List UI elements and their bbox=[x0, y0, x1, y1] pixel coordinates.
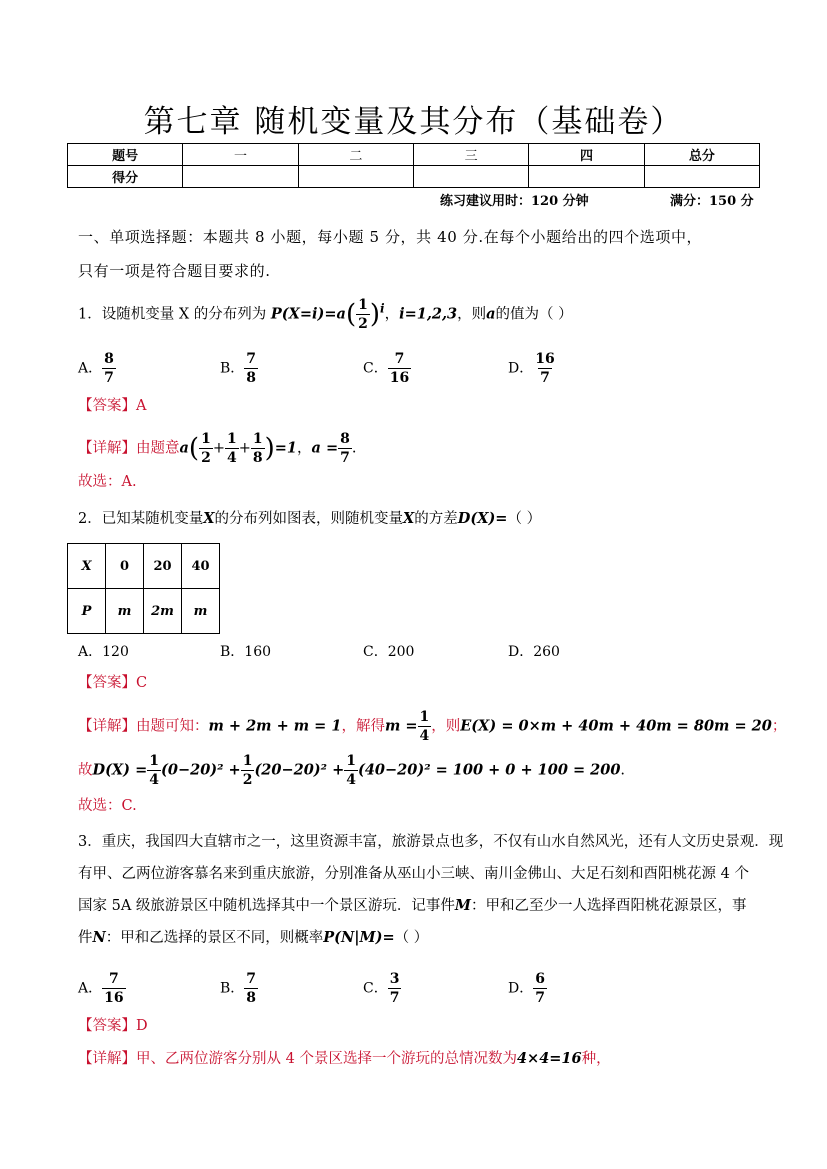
table-cell: 一 bbox=[183, 144, 298, 166]
section-line: 只有一项是符合题目要求的. bbox=[78, 262, 271, 280]
table-cell: m bbox=[182, 589, 220, 634]
table-cell: X bbox=[68, 544, 106, 589]
table-row bbox=[68, 144, 760, 166]
table-row bbox=[68, 544, 220, 589]
time-label: 练习建议用时： bbox=[440, 194, 532, 209]
formula: P(X=i)=a bbox=[270, 305, 346, 323]
table-cell: 总分 bbox=[644, 144, 759, 166]
table-cell: 得分 bbox=[68, 166, 183, 188]
table-cell: 题号 bbox=[68, 144, 183, 166]
answer-2: 【答案】C bbox=[78, 675, 148, 691]
time-value: 120 分钟 bbox=[531, 194, 589, 209]
option-b[interactable]: B． $\frac{7}{8}$ bbox=[220, 351, 257, 386]
conclusion-2: 故选：C. bbox=[78, 798, 137, 814]
option-a[interactable]: A．120 bbox=[78, 644, 129, 660]
table-row bbox=[68, 589, 220, 634]
score-value: 150 分 bbox=[709, 194, 754, 209]
section-heading bbox=[78, 220, 768, 288]
option-d[interactable]: D． $\frac{16}{7}$ bbox=[508, 351, 555, 386]
table-cell: P bbox=[68, 589, 106, 634]
conclusion-1: 故选：A. bbox=[78, 474, 137, 490]
score-cell bbox=[644, 166, 759, 188]
table-cell: 三 bbox=[413, 144, 528, 166]
score-cell bbox=[298, 166, 413, 188]
question-1: 1．设随机变量 X 的分布列为 P(X=i)=a( $\frac{1}{2}$ )$^i$，i=1,2,3，则a的值为（ ） bbox=[78, 297, 573, 332]
table-row bbox=[68, 166, 760, 188]
detail-2: 【详解】由题可知：m + 2m + m = 1，解得m = $\frac{1}{4}$ ，则E(X) = 0×m + 40m + 40m = 80m = 20； bbox=[78, 709, 787, 744]
option-a[interactable]: A． $\frac{8}{7}$ bbox=[78, 351, 114, 386]
answer-3: 【答案】D bbox=[78, 1018, 148, 1034]
table-cell: 40 bbox=[182, 544, 220, 589]
distribution-table bbox=[67, 543, 220, 634]
option-c[interactable]: C．200 bbox=[363, 644, 415, 660]
detail-3: 【详解】甲、乙两位游客分别从 4 个景区选择一个游玩的总情况数为4×4=16种， bbox=[78, 1050, 611, 1067]
answer-1: 【答案】A bbox=[78, 398, 147, 414]
page-title: 第七章 随机变量及其分布（基础卷） bbox=[143, 104, 684, 140]
option-c[interactable]: C． $\frac{7}{16}$ bbox=[363, 351, 410, 386]
table-cell: 2m bbox=[144, 589, 182, 634]
range: i=1,2,3 bbox=[399, 305, 458, 323]
detail-1: 【详解】由题意a( $\frac{1}{2}$ + $\frac{1}{4}$ + $\frac{1}{8}$ )=1，a = $\frac{8}{7}$ . bbox=[78, 431, 357, 466]
option-a[interactable]: A． $\frac{7}{16}$ bbox=[78, 971, 124, 1006]
section-line: 一、单项选择题：本题共 8 小题，每小题 5 分，共 40 分.在每个小题给出的四个选项中， bbox=[78, 228, 703, 246]
fraction: $\frac{1}{2}$ bbox=[358, 297, 368, 332]
score-label: 满分： bbox=[670, 194, 710, 209]
score-cell bbox=[183, 166, 298, 188]
time-info bbox=[440, 190, 589, 209]
option-c[interactable]: C． $\frac{3}{7}$ bbox=[363, 971, 400, 1006]
score-cell bbox=[413, 166, 528, 188]
table-cell: 0 bbox=[106, 544, 144, 589]
score-cell bbox=[529, 166, 644, 188]
score-table bbox=[67, 143, 760, 188]
question-2: 2．已知某随机变量X的分布列如图表，则随机变量X的方差D(X)=（ ） bbox=[78, 510, 542, 527]
exponent: i bbox=[380, 301, 385, 316]
table-cell: 二 bbox=[298, 144, 413, 166]
detail-2-line2: 故D(X) = $\frac{1}{4}$ (0−20)² + $\frac{1}{2}$ (20−20)² + $\frac{1}{4}$ (40−20)² = 100 + 0 + 100 = 200. bbox=[78, 753, 626, 788]
score-info bbox=[670, 190, 754, 209]
option-b[interactable]: B．160 bbox=[220, 644, 272, 660]
table-cell: 四 bbox=[529, 144, 644, 166]
question-text: 1．设随机变量 X 的分布列为 bbox=[78, 306, 267, 323]
option-d[interactable]: D． $\frac{6}{7}$ bbox=[508, 971, 545, 1006]
question-3: 3．重庆，我国四大直辖市之一，这里资源丰富，旅游景点也多，不仅有山水自然风光，还有人文历史景观．现 有甲、乙两位游客慕名来到重庆旅游，分别准备从巫山小三峡、南川金佛山、大足石刻和酉阳桃花源 4 个 国家 5A 级旅游景区中随机选择其中一个景区游玩．记事件M：甲和乙至少一人选择酉阳桃花源景区，事 件N：甲和乙选择的景区不同，则概率P(N|M)=（ ） bbox=[78, 834, 784, 946]
table-cell: 20 bbox=[144, 544, 182, 589]
table-cell: m bbox=[106, 589, 144, 634]
option-b[interactable]: B． $\frac{7}{8}$ bbox=[220, 971, 257, 1006]
option-d[interactable]: D．260 bbox=[508, 644, 560, 660]
